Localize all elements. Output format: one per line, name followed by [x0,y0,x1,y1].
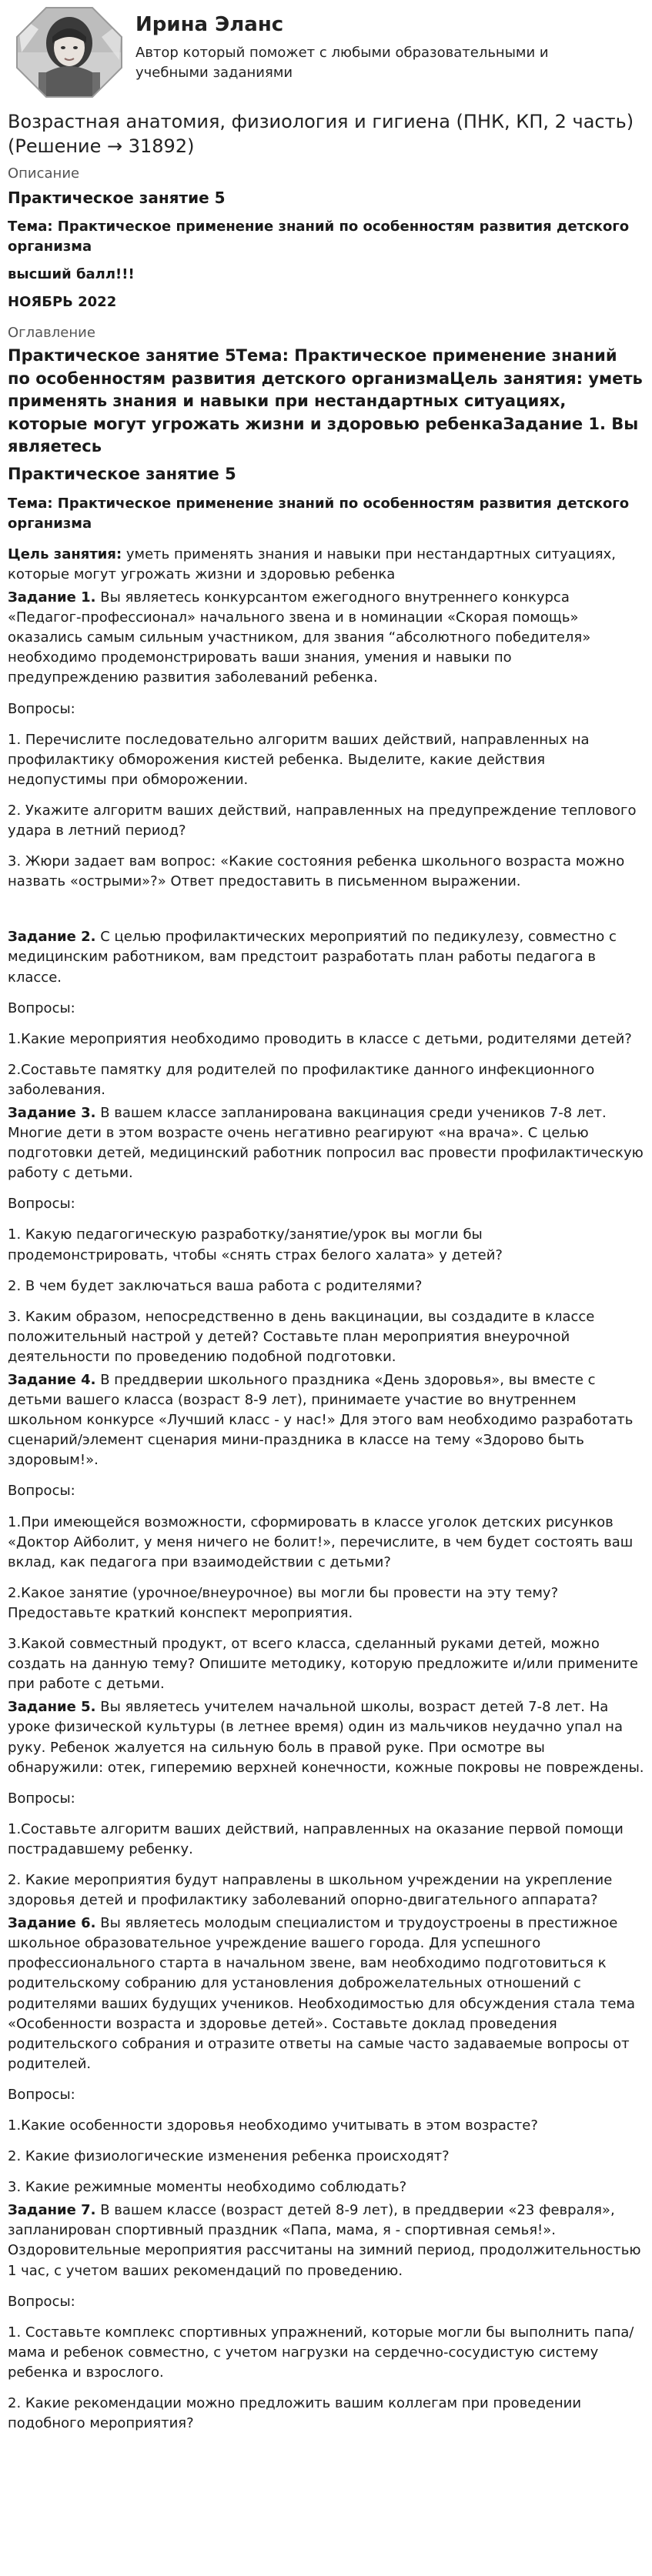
goal-label: Цель занятия: [8,546,122,562]
task3-paragraph [8,1103,644,1183]
author-card[interactable] [8,0,644,100]
task2-text: С целью профилактических мероприятий по педикулезу, совместно с медицинским работником, вам предстоит разработать план работы педагога в классе. [8,929,617,986]
description-heading: Практическое занятие 5 [8,188,226,207]
task6-question-3: 3. Какие режимные моменты необходимо соблюдать? [8,2179,407,2196]
task1-text: Вы являетесь конкурсантом ежегодного внутреннего конкурса «Педагог-профессионал» начального звена и в номинации «Скорая помощь» оказались самым сильным участником, для звания “абсолютного победителя» необходимо продемонстрировать ваши знания, умения и навыки по предупреждению развития заболеваний ребенка. [8,589,591,686]
goal-paragraph [8,545,644,585]
task6-paragraph [8,1914,644,2074]
task6-question-2: 2. Какие физиологические изменения ребенка происходят? [8,2148,450,2165]
toc-text: Практическое занятие 5Тема: Практическое применение знаний по особенностям развития детского организмаЦель занятия: уметь применять знания и навыки при нестандартных ситуациях, которые могут угрожать жизни и здоровью ребенкаЗадание 1. Вы являетесь [8,346,643,455]
task1-paragraph [8,588,644,688]
description-label: Описание [8,165,80,182]
task3-question-2: 2. В чем будет заключаться ваша работа с родителями? [8,1277,423,1294]
task3-question-1: 1. Какую педагогическую разработку/занятие/урок вы могли бы продемонстрировать, чтобы «снять страх белого халата» у детей? [8,1226,503,1263]
description-score: высший балл!!! [8,266,135,283]
task7-paragraph [8,2201,644,2281]
task4-paragraph [8,1370,644,1470]
task1-question-3: 3. Жюри задает вам вопрос: «Какие состояния ребенка школьного возраста можно назвать «острыми»?» Ответ предоставить в письменном выражении. [8,853,625,890]
task6-text: Вы являетесь молодым специалистом и трудоустроены в престижное школьное образовательное учреждение вашего города. Для успешного профессионального старта в начальном звене, вам необходимо подготовиться к родительскому собранию для установления доброжелательных отношений с родителями ваших будущих учеников. Необходимостью для обсуждения стала тема «Особенности возраста и здоровье детей». Составьте доклад проведения родительского собрания и отразите ответы на самые часто задаваемые вопросы от родителей. [8,1915,636,2072]
avatar[interactable] [15,6,123,98]
task4-text: В преддверии школьного праздника «День здоровья», вы вместе с детьми вашего класса (возраст 8-9 лет), принимаете участие во внутреннем школьном конкурсе «Лучший класс - у нас!» Для этого вам необходимо разработать сценарий/элемент сценария мини-праздника в классе на тему «Здорово быть здоровым!». [8,1372,634,1469]
task2-question-2: 2.Составьте памятку для родителей по профилактике данного инфекционного заболевания. [8,1061,595,1098]
task1-label: Задание 1. [8,589,96,606]
task6-label: Задание 6. [8,1915,96,1932]
task3-question-3: 3. Каким образом, непосредственно в день вакцинации, вы создадите в классе положительный настрой у детей? Составьте план мероприятия внеурочной деятельности по проведению подобной подготовки. [8,1308,595,1365]
content-heading: Практическое занятие 5 [8,465,236,484]
task2-question-1: 1.Какие мероприятия необходимо проводить в классе с детьми, родителями детей? [8,1030,632,1047]
task5-question-2: 2. Какие мероприятия будут направлены в школьном учреждении на укрепление здоровья детей и профилактику заболеваний опорно-двигательного аппарата? [8,1871,613,1909]
task6-questions-label: Вопросы: [8,2086,75,2103]
author-info [135,6,613,83]
task5-text: Вы являетесь учителем начальной школы, возраст детей 7-8 лет. На уроке физической культуры (в летнее время) один из мальчиков неудачно упал на руку. Ребенок жалуется на сильную боль в правой руке. При осмотре вы обнаружили: отек, гиперемию верхней конечности, кожные покровы не повреждены. [8,1699,644,1776]
description-month: НОЯБРЬ 2022 [8,294,117,311]
task2-paragraph [8,927,644,987]
description-topic: Тема: Практическое применение знаний по особенностям развития детского организма [8,218,630,255]
task4-question-1: 1.При имеющейся возможности, сформировать в классе уголок детских рисунков «Доктор Айболит, у меня ничего не болит!», перечислите, в чем будет состоять ваш вклад, как педагога при взаимодействии с детьми? [8,1513,634,1570]
task1-questions-label: Вопросы: [8,700,75,717]
task5-question-1: 1.Составьте алгоритм ваших действий, направленных на оказание первой помощи пострадавшему ребенку. [8,1820,624,1857]
task7-questions-label: Вопросы: [8,2293,75,2310]
author-description: Автор который поможет с любыми образовательными и учебными заданиями [135,44,549,81]
task4-question-2: 2.Какое занятие (урочное/внеурочное) вы могли бы провести на эту тему? Предоставьте краткий конспект мероприятия. [8,1584,559,1621]
task2-questions-label: Вопросы: [8,999,75,1016]
task7-text: В вашем классе (возраст детей 8-9 лет), в преддверии «23 февраля», запланирован спортивный праздник «Папа, мама, я - спортивная семья!». Оздоровительные мероприятия рассчитаны на зимний период, продолжительностью 1 час, с учетом ваших рекомендаций по проведению. [8,2202,641,2279]
task5-label: Задание 5. [8,1699,96,1716]
author-photo-icon [15,6,123,98]
task5-questions-label: Вопросы: [8,1790,75,1807]
task3-text: В вашем классе запланирована вакцинация среди учеников 7-8 лет. Многие дети в этом возрасте очень негативно реагируют «на врача». С целью подготовки детей, медицинский работник попросил вас провести профилактическую работу с детьми. [8,1104,644,1182]
task5-paragraph [8,1697,644,1777]
work-title: Возрастная анатомия, физиология и гигиена (ПНК, КП, 2 часть) (Решение → 31892) [8,111,634,158]
task7-question-1: 1. Составьте комплекс спортивных упражнений, которые могли бы выполнить папа/мама и ребенок совместно, с учетом нагрузки на сердечно-сосудистую систему ребенка и взрослого. [8,2324,634,2381]
spacer [8,892,644,924]
task7-question-2: 2. Какие рекомендации можно предложить вашим коллегам при проведении подобного мероприятия? [8,2395,582,2432]
task2-label: Задание 2. [8,929,96,946]
task6-question-1: 1.Какие особенности здоровья необходимо учитывать в этом возрасте? [8,2117,538,2134]
task4-question-3: 3.Какой совместный продукт, от всего класса, сделанный руками детей, можно создать на данную тему? Опишите методику, которую предложите и/или примените при работе с детьми. [8,1636,638,1693]
task4-label: Задание 4. [8,1372,96,1389]
content-topic: Тема: Практическое применение знаний по особенностям развития детского организма [8,495,630,532]
task3-label: Задание 3. [8,1104,96,1121]
task1-question-2: 2. Укажите алгоритм ваших действий, направленных на предупреждение теплового удара в летний период? [8,802,637,839]
task1-question-1: 1. Перечислите последовательно алгоритм ваших действий, направленных на профилактику обморожения кистей ребенка. Выделите, какие действия недопустимы при обморожении. [8,731,590,788]
goal-text: уметь применять знания и навыки при нестандартных ситуациях, которые могут угрожать жизни и здоровью ребенка [8,546,616,583]
task4-questions-label: Вопросы: [8,1483,75,1500]
task3-questions-label: Вопросы: [8,1196,75,1213]
toc-label: Оглавление [8,325,95,342]
author-name[interactable]: Ирина Эланс [135,13,284,36]
task7-label: Задание 7. [8,2202,96,2219]
